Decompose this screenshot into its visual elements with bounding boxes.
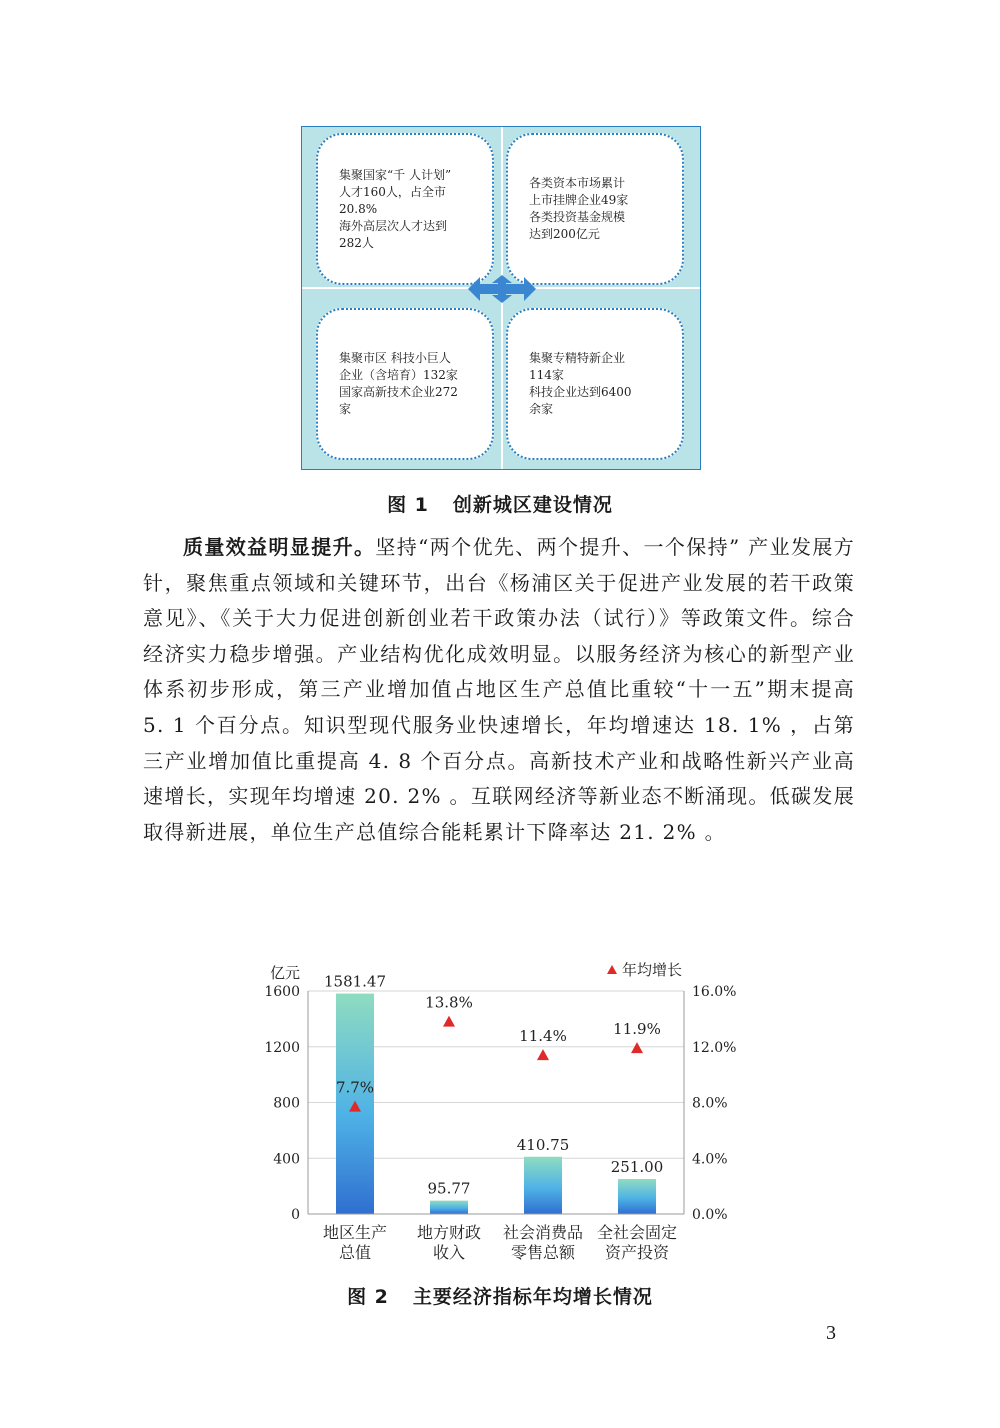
panel-capital-text: 各类资本市场累计 上市挂牌企业49家 各类投资基金规模 达到200亿元 (529, 176, 629, 241)
growth-value-label: 13.8% (425, 993, 473, 1012)
figure-2-chart (258, 958, 758, 1270)
bar-value-label: 1581.47 (323, 972, 387, 991)
legend-label: 年均增长 (622, 961, 683, 979)
growth-value-label: 7.7% (335, 1078, 375, 1097)
bar-value-label: 95.77 (427, 1179, 471, 1198)
bar-value-label: 251.00 (610, 1158, 664, 1177)
bar (618, 1179, 656, 1214)
body-paragraph (143, 530, 855, 850)
panel-specialized-firms-text: 集聚专精特新企业 114家 科技企业达到6400 余家 (529, 351, 632, 416)
panel-capital (506, 133, 684, 285)
x-category-label: 全社会固定 (596, 1223, 678, 1242)
x-category-label: 零售总额 (510, 1243, 576, 1262)
bar-value-label: 410.75 (516, 1135, 570, 1154)
y-tick-label-left: 800 (273, 1095, 300, 1112)
y-axis-unit-label: 亿元 (269, 964, 300, 982)
legend-marker (607, 965, 617, 974)
x-category-label: 收入 (432, 1243, 466, 1262)
y-tick-label-right: 16.0% (692, 984, 737, 1000)
x-category-label: 总值 (338, 1243, 372, 1262)
figure-1-caption (0, 490, 1000, 517)
panel-tech-giants-text: 集聚市区 科技小巨人 企业（含培育）132家 国家高新技术企业272 家 (339, 351, 458, 416)
growth-marker (537, 1049, 549, 1060)
x-category-label: 社会消费品 (502, 1223, 584, 1242)
y-tick-label-left: 400 (273, 1151, 300, 1168)
panel-talent-text: 集聚国家“千 人计划” 人才160人，占全市 20.8% 海外高层次人才达到 282人 (339, 167, 452, 250)
panel-talent (316, 133, 494, 285)
paragraph-lead: 质量效益明显提升。 (183, 535, 376, 559)
x-category-label: 资产投资 (604, 1243, 670, 1262)
growth-value-label: 11.4% (519, 1027, 567, 1046)
x-category-label: 地区生产 (322, 1223, 388, 1242)
y-tick-label-right: 12.0% (692, 1039, 737, 1056)
y-tick-label-right: 8.0% (692, 1095, 728, 1112)
growth-marker (443, 1016, 455, 1027)
figure-2-caption (0, 1282, 1000, 1309)
bar (524, 1157, 562, 1214)
paragraph-text: 坚持“两个优先、两个提升、一个保持” 产业发展方针，聚焦重点领域和关键环节，出台《杨浦区关于促进产业发展的若干政策意见》、《关于大力促进创新创业若干政策办法（试行）》等政策文件。综合经济实力稳步增强。产业结构优化成效明显。以服务经济为核心的新型产业体系初步形成，第三产业增加值占地区生产总值比重较“十一五”期末提高 5. 1 个百分点。知识型现代服务业快速增长，年均增速达 18. 1% ，占第三产业增加值比重提高 4. 8 个百分点。高新技术产业和战略性新兴产业高速增长，实现年均增速 20. 2% 。互联网经济等新业态不断涌现。低碳发展取得新进展，单位生产总值综合能耗累计下降率达 21. 2% 。 (143, 535, 856, 844)
y-tick-label-right: 0.0% (692, 1207, 728, 1223)
figure-1-caption-text: 创新城区建设情况 (452, 494, 613, 516)
figure-2-caption-number: 图 2 (347, 1286, 389, 1308)
x-category-label: 地方财政 (416, 1223, 482, 1242)
page-number: 3 (826, 1322, 836, 1344)
growth-value-label: 11.9% (613, 1020, 661, 1039)
panel-specialized-firms (506, 308, 684, 460)
y-tick-label-right: 4.0% (692, 1151, 728, 1168)
y-tick-label-left: 1600 (264, 984, 300, 1000)
bar (430, 1201, 468, 1214)
figure-1-caption-number: 图 1 (387, 494, 429, 516)
figure-1-diagram (301, 126, 701, 470)
figure-2-caption-text: 主要经济指标年均增长情况 (412, 1286, 653, 1308)
growth-marker (631, 1042, 643, 1053)
four-way-arrows-icon (468, 275, 536, 303)
y-tick-label-left: 1200 (264, 1039, 300, 1056)
panel-tech-giants (316, 308, 494, 460)
y-tick-label-left: 0 (291, 1207, 300, 1223)
